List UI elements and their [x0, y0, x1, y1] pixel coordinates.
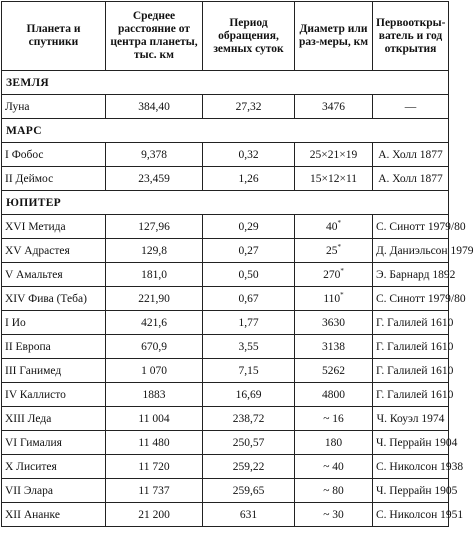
- discoverer-cell: С. Синотт 1979/80: [373, 287, 449, 311]
- header-distance: Среднее расстояние от центра планеты, тыс. км: [106, 2, 203, 71]
- discoverer-cell: Ч. Перрайн 1905: [373, 479, 449, 503]
- distance-cell: 127,96: [106, 215, 203, 239]
- discoverer-cell: Ч. Перрайн 1904: [373, 431, 449, 455]
- diameter-cell: [295, 503, 373, 527]
- table-row: [2, 239, 449, 263]
- diameter-value: 3138: [322, 340, 345, 353]
- period-cell: 0,67: [203, 287, 295, 311]
- table-row: [2, 167, 449, 191]
- discoverer-cell: А. Холл 1877: [373, 167, 449, 191]
- diameter-cell: [295, 287, 373, 311]
- period-cell: 1,26: [203, 167, 295, 191]
- satellite-name: X Лиситея: [2, 455, 106, 479]
- period-cell: 0,29: [203, 215, 295, 239]
- diameter-value: 3630: [322, 316, 345, 329]
- period-cell: 259,65: [203, 479, 295, 503]
- diameter-footnote-mark: *: [340, 290, 344, 299]
- diameter-value: 15×12×11: [309, 172, 358, 185]
- period-cell: 1,77: [203, 311, 295, 335]
- diameter-value: 3476: [322, 100, 345, 113]
- satellites-table: [1, 1, 473, 527]
- table-row: [2, 407, 449, 431]
- discoverer-cell: Г. Галилей 1610: [373, 359, 449, 383]
- diameter-cell: [295, 359, 373, 383]
- satellite-name: I Фобос: [2, 143, 106, 167]
- diameter-value: 270: [323, 268, 341, 281]
- period-cell: 238,72: [203, 407, 295, 431]
- period-cell: 3,55: [203, 335, 295, 359]
- header-planet: Планета и спутники: [2, 2, 106, 71]
- distance-cell: 21 200: [106, 503, 203, 527]
- diameter-value: 180: [324, 436, 343, 449]
- satellite-name: XIII Леда: [2, 407, 106, 431]
- diameter-footnote-mark: *: [337, 218, 341, 227]
- distance-cell: 23,459: [106, 167, 203, 191]
- satellite-name: IV Каллисто: [2, 383, 106, 407]
- diameter-cell: [295, 431, 373, 455]
- satellite-name: VI Гималия: [2, 431, 106, 455]
- table-row: [2, 431, 449, 455]
- period-cell: 0,50: [203, 263, 295, 287]
- diameter-cell: [295, 479, 373, 503]
- satellite-name: II Деймос: [2, 167, 106, 191]
- diameter-value: ~ 40: [323, 460, 344, 473]
- period-cell: 631: [203, 503, 295, 527]
- table-row: [2, 215, 449, 239]
- period-cell: 250,57: [203, 431, 295, 455]
- satellite-name: I Ио: [2, 311, 106, 335]
- table-row: [2, 263, 449, 287]
- period-cell: 0,27: [203, 239, 295, 263]
- table-row: [2, 359, 449, 383]
- diameter-value: ~ 80: [323, 484, 344, 497]
- distance-cell: 181,0: [106, 263, 203, 287]
- distance-cell: 11 720: [106, 455, 203, 479]
- header-diameter: Диаметр или раз-меры, км: [295, 2, 373, 71]
- diameter-cell: [295, 167, 373, 191]
- distance-cell: 11 004: [106, 407, 203, 431]
- distance-cell: 9,378: [106, 143, 203, 167]
- table-header-row: [2, 2, 449, 71]
- period-cell: 7,15: [203, 359, 295, 383]
- distance-cell: 670,9: [106, 335, 203, 359]
- diameter-cell: [295, 143, 373, 167]
- discoverer-cell: Г. Галилей 1610: [373, 383, 449, 407]
- satellite-name: II Европа: [2, 335, 106, 359]
- satellite-name: V Амальтея: [2, 263, 106, 287]
- table-row: [2, 287, 449, 311]
- diameter-value: 25: [326, 244, 338, 257]
- diameter-footnote-mark: *: [337, 242, 341, 251]
- table-row: [2, 503, 449, 527]
- table-row: [2, 455, 449, 479]
- diameter-value: 4800: [322, 388, 345, 401]
- period-cell: 16,69: [203, 383, 295, 407]
- table-row: [2, 335, 449, 359]
- discoverer-cell: С. Николсон 1938: [373, 455, 449, 479]
- satellite-name: Луна: [2, 95, 106, 119]
- diameter-value: 40: [326, 220, 338, 233]
- diameter-value: 25×21×19: [309, 148, 358, 161]
- table-body: [2, 71, 473, 527]
- discoverer-cell: А. Холл 1877: [373, 143, 449, 167]
- table-row: [2, 383, 449, 407]
- diameter-cell: [295, 455, 373, 479]
- discoverer-cell: Ч. Коуэл 1974: [373, 407, 449, 431]
- table-row: [2, 143, 449, 167]
- distance-cell: 1 070: [106, 359, 203, 383]
- table-row: [2, 95, 449, 119]
- discoverer-cell: Г. Галилей 1610: [373, 335, 449, 359]
- diameter-value: ~ 16: [323, 412, 344, 425]
- diameter-cell: [295, 239, 373, 263]
- satellite-name: XIV Фива (Теба): [2, 287, 106, 311]
- table-row: [2, 311, 449, 335]
- diameter-cell: [295, 215, 373, 239]
- distance-cell: 11 480: [106, 431, 203, 455]
- diameter-value: ~ 30: [323, 508, 344, 521]
- distance-cell: 1883: [106, 383, 203, 407]
- period-cell: 27,32: [203, 95, 295, 119]
- discoverer-cell: С. Синотт 1979/80: [373, 215, 449, 239]
- header-discoverer: Первооткры-ватель и год открытия: [373, 2, 449, 71]
- period-cell: 0,32: [203, 143, 295, 167]
- distance-cell: 129,8: [106, 239, 203, 263]
- diameter-cell: [295, 95, 373, 119]
- section-row: [2, 191, 449, 215]
- section-title: МАРС: [2, 119, 449, 143]
- distance-cell: 11 737: [106, 479, 203, 503]
- satellite-name: VII Элара: [2, 479, 106, 503]
- diameter-cell: [295, 335, 373, 359]
- discoverer-cell: С. Николсон 1951: [373, 503, 449, 527]
- diameter-footnote-mark: *: [340, 266, 344, 275]
- distance-cell: 421,6: [106, 311, 203, 335]
- diameter-value: 110: [323, 292, 341, 305]
- table-row: [2, 479, 449, 503]
- discoverer-cell: —: [373, 95, 449, 119]
- diameter-cell: [295, 407, 373, 431]
- section-row: [2, 71, 449, 95]
- satellite-name: III Ганимед: [2, 359, 106, 383]
- section-row: [2, 119, 449, 143]
- discoverer-cell: Э. Барнард 1892: [373, 263, 449, 287]
- diameter-value: 5262: [322, 364, 345, 377]
- diameter-cell: [295, 383, 373, 407]
- discoverer-cell: Г. Галилей 1610: [373, 311, 449, 335]
- diameter-cell: [295, 263, 373, 287]
- header-period: Период обращения, земных суток: [203, 2, 295, 71]
- distance-cell: 221,90: [106, 287, 203, 311]
- diameter-cell: [295, 311, 373, 335]
- period-cell: 259,22: [203, 455, 295, 479]
- section-title: ЮПИТЕР: [2, 191, 449, 215]
- satellite-name: XV Адрастея: [2, 239, 106, 263]
- section-title: ЗЕМЛЯ: [2, 71, 449, 95]
- distance-cell: 384,40: [106, 95, 203, 119]
- satellite-name: XII Ананке: [2, 503, 106, 527]
- satellite-name: XVI Метида: [2, 215, 106, 239]
- discoverer-cell: Д. Даниэльсон 1979: [373, 239, 449, 263]
